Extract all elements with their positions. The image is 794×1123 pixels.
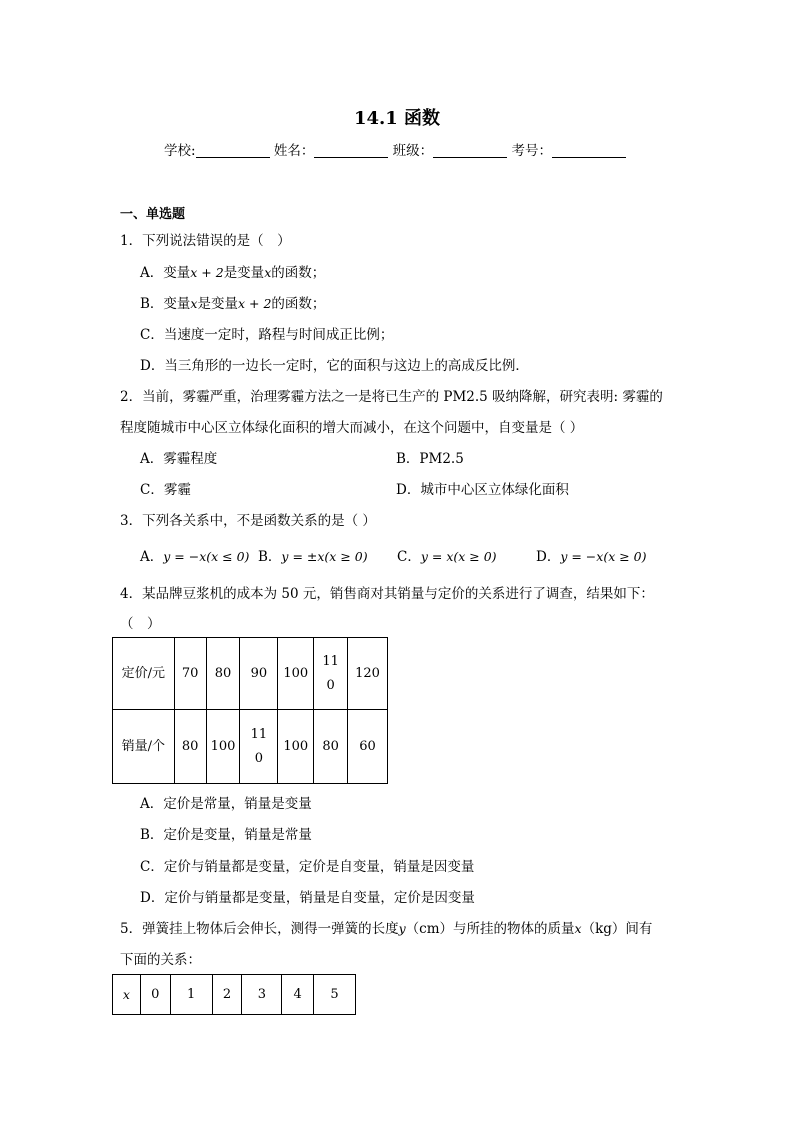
table-cell: 90 xyxy=(240,638,278,710)
cell-line: 11 xyxy=(250,726,268,742)
table-cell: 60 xyxy=(348,710,388,784)
class-label: 班级： xyxy=(392,143,434,159)
q4-option-d: D．定价与销量都是变量，销量是自变量，定价是因变量 xyxy=(140,890,475,906)
name-blank[interactable] xyxy=(314,143,388,158)
q5-math-y: y xyxy=(398,921,406,936)
q4-table xyxy=(112,637,388,784)
table-header-sales: 销量/个 xyxy=(113,710,175,784)
q4-option-a: A．定价是常量，销量是变量 xyxy=(140,796,312,812)
table-cell: 1 xyxy=(170,975,212,1015)
q3-c-math: y = x(x ≥ 0) xyxy=(420,549,497,564)
q3-c-label: C． xyxy=(397,549,421,565)
school-blank[interactable] xyxy=(196,143,270,158)
q5-text1: 5．弹簧挂上物体后会伸长，测得一弹簧的长度 xyxy=(120,921,399,937)
student-info-line xyxy=(164,139,626,159)
q3-d-label: D． xyxy=(536,549,561,565)
q3-option-b xyxy=(258,545,368,565)
q1-a-text3: 的函数； xyxy=(271,265,326,281)
table-cell: 5 xyxy=(314,975,356,1015)
table-cell: 80 xyxy=(314,710,348,784)
q5-text2: （cm）与所挂的物体的质量 xyxy=(405,921,575,937)
section-heading: 一、单选题 xyxy=(120,207,186,222)
class-blank[interactable] xyxy=(433,143,507,158)
q2-stem-line2: 程度随城市中心区立体绿化面积的增大而减小，在这个问题中，自变量是（ ） xyxy=(120,420,584,436)
q3-d-math: y = −x(x ≥ 0) xyxy=(560,549,647,564)
table-cell: 3 xyxy=(242,975,282,1015)
table-cell: 80 xyxy=(206,638,240,710)
q5-table xyxy=(112,974,356,1015)
table-cell: 2 xyxy=(212,975,242,1015)
q1-a-text: A．变量 xyxy=(140,265,191,281)
name-label: 姓名： xyxy=(273,143,315,159)
q3-option-c xyxy=(397,545,497,565)
number-blank[interactable] xyxy=(552,143,626,158)
q3-b-math: y = ±x(x ≥ 0) xyxy=(281,549,368,564)
q3-b-label: B． xyxy=(258,549,282,565)
q1-option-c: C．当速度一定时，路程与时间成正比例； xyxy=(140,327,394,343)
q1-a-text2: 是变量 xyxy=(223,265,265,281)
school-label: 学校: xyxy=(164,143,196,159)
q5-math-x: x xyxy=(574,921,582,936)
table-cell xyxy=(314,638,348,710)
q1-b-text2: 是变量 xyxy=(197,296,238,312)
q1-b-text3: 的函数； xyxy=(271,296,326,312)
q1-option-d: D．当三角形的一边长一定时，它的面积与这边上的高成反比例． xyxy=(140,358,529,374)
q3-a-label: A． xyxy=(140,549,164,565)
q5-stem-line2: 下面的关系： xyxy=(120,952,201,968)
q4-option-b: B．定价是变量，销量是常量 xyxy=(140,827,312,843)
q4-option-c: C．定价与销量都是变量，定价是自变量，销量是因变量 xyxy=(140,859,475,875)
q3-a-math: y = −x(x ≤ 0) xyxy=(163,549,250,564)
q1-b-math2: x + 2 xyxy=(237,296,272,311)
q2-option-c: C．雾霾 xyxy=(140,482,191,498)
page-title: 14.1 函数 xyxy=(353,108,441,129)
q4-stem-line2: （ ） xyxy=(120,616,161,632)
q1-b-text: B．变量 xyxy=(140,296,191,312)
q2-option-d: D．城市中心区立体绿化面积 xyxy=(396,482,569,498)
table-row xyxy=(113,638,388,710)
cell-line: 0 xyxy=(326,677,335,693)
table-cell: 80 xyxy=(174,710,206,784)
q2-stem-line1: 2．当前，雾霾严重，治理雾霾方法之一是将已生产的 PM2.5 吸纳降解，研究表明: 雾霾的 xyxy=(120,389,663,405)
cell-line: 0 xyxy=(254,750,263,766)
q1-a-math1: x + 2 xyxy=(190,265,224,280)
table-row xyxy=(113,975,356,1015)
q1-stem: 1．下列说法错误的是（ ） xyxy=(120,233,291,249)
q1-b-math1: x xyxy=(190,296,198,311)
table-cell: 100 xyxy=(206,710,240,784)
table-cell: 120 xyxy=(348,638,388,710)
q4-stem-line1: 4．某品牌豆浆机的成本为 50 元，销售商对其销量与定价的关系进行了调查，结果如下： xyxy=(120,586,654,602)
table-cell: 70 xyxy=(174,638,206,710)
cell-line: 11 xyxy=(322,653,339,669)
number-label: 考号： xyxy=(511,143,552,159)
q2-option-a: A．雾霾程度 xyxy=(140,451,218,467)
q1-option-b xyxy=(140,292,325,312)
table-cell: 0 xyxy=(140,975,170,1015)
q3-stem: 3．下列各关系中，不是函数关系的是（ ） xyxy=(120,513,376,529)
q5-stem-line1 xyxy=(120,917,652,937)
table-header-price: 定价/元 xyxy=(113,638,175,710)
q3-option-d xyxy=(536,545,647,565)
q1-option-a xyxy=(140,261,325,281)
table-cell: 100 xyxy=(278,638,314,710)
table-cell xyxy=(240,710,278,784)
q3-option-a xyxy=(140,545,249,565)
q2-option-b: B．PM2.5 xyxy=(396,451,464,467)
table-cell: 100 xyxy=(278,710,314,784)
table-cell: 4 xyxy=(282,975,314,1015)
table-header-x: x xyxy=(113,975,141,1015)
table-row xyxy=(113,710,388,784)
q5-text3: （kg）间有 xyxy=(581,921,653,937)
q1-a-math2: x xyxy=(264,265,272,280)
